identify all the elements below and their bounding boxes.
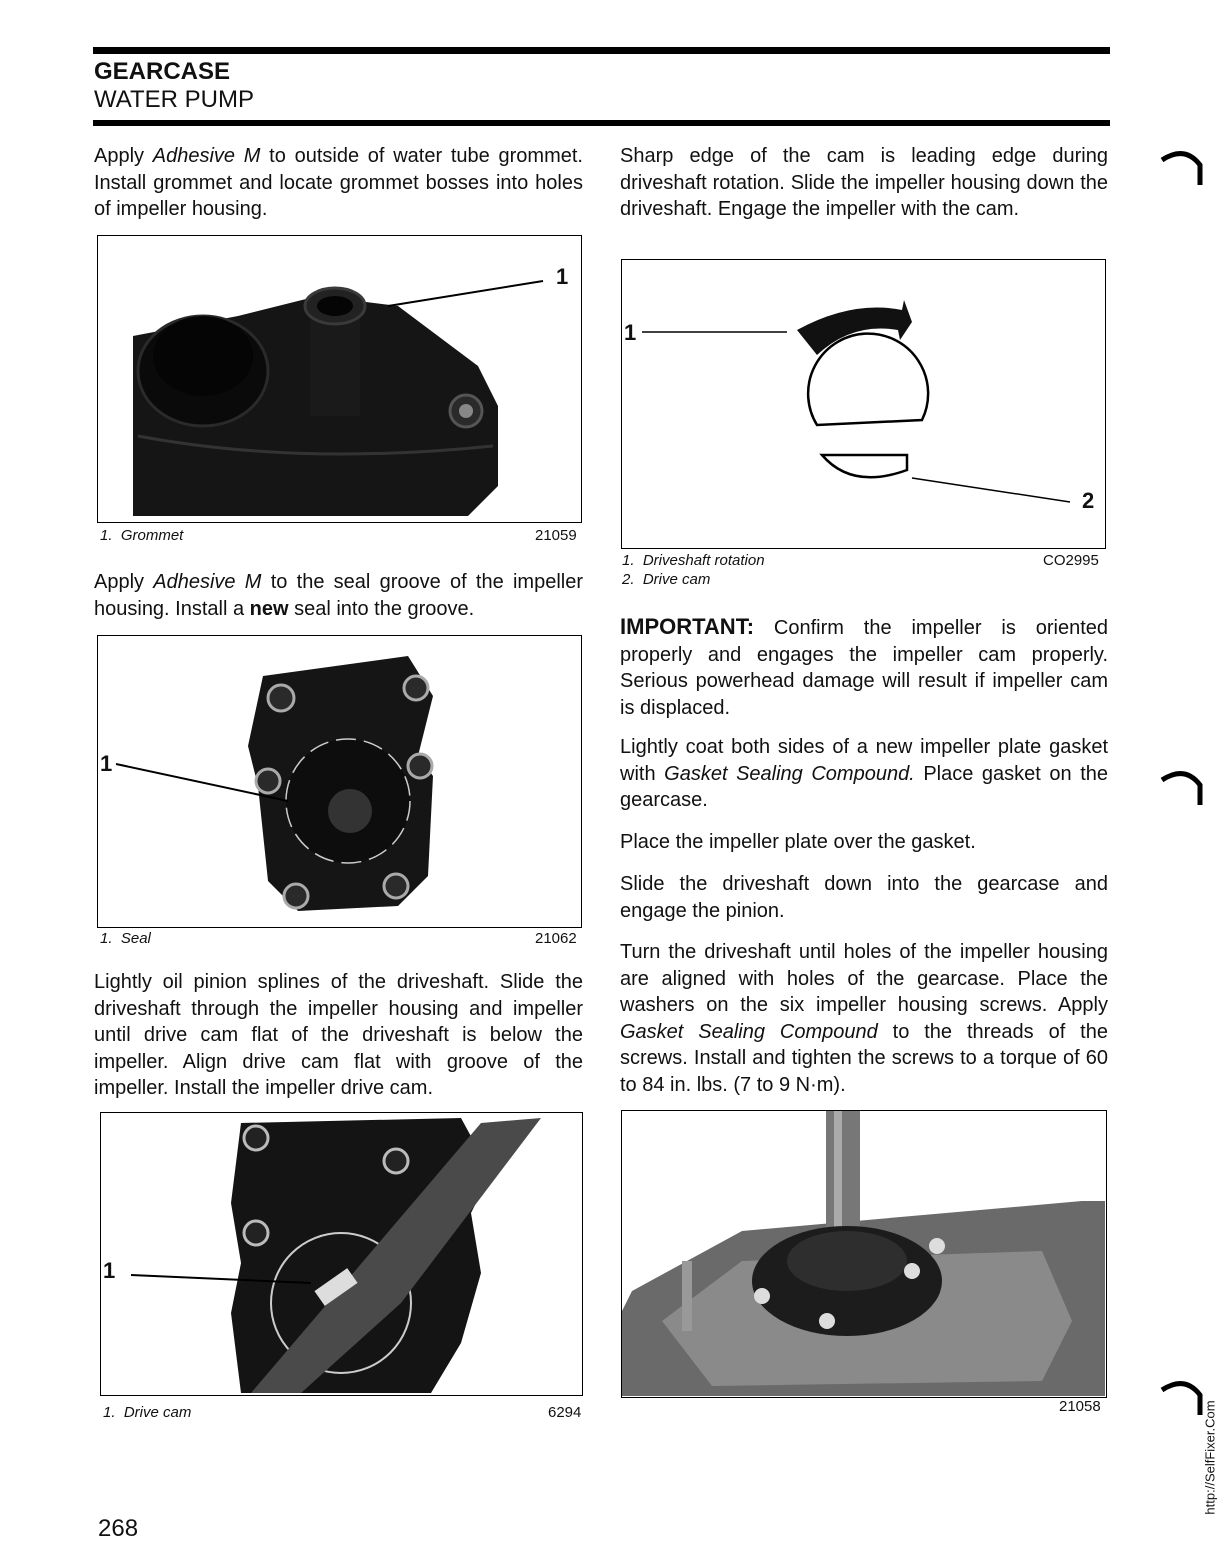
impeller-plate-photo [622,1111,1105,1396]
right-paragraph-1: Sharp edge of the cam is leading edge during driveshaft rotation. Slide the impeller housing down the driveshaft. Engage the impeller with the cam. [620,145,1108,220]
important-notice: IMPORTANT: Confirm the impeller is oriented properly and engages the impeller cam properly. Serious powerhead damage will result if impeller cam is displaced. [620,614,1108,719]
figure-impeller-plate [621,1110,1107,1398]
figure-grommet-callout-1: 1 [556,264,569,289]
left-paragraph-2: Apply Adhesive M to the seal groove of the impeller housing. Install a new seal into the groove. [94,571,583,620]
figure-seal-number: 21062 [535,930,577,947]
drive-cam-photo [101,1113,581,1394]
figure-drive-cam-number: 6294 [548,1404,582,1421]
figure-grommet-number: 21059 [535,527,577,544]
left-paragraph-1: Apply Adhesive M to outside of water tube grommet. Install grommet and locate grommet bosses into holes of impeller housing. [94,145,583,220]
figure-drive-cam-callout-1: 1 [103,1258,116,1283]
binder-mark-top [1160,140,1210,190]
figure-grommet [97,235,582,523]
right-paragraph-2: Lightly coat both sides of a new impeller plate gasket with Gasket Sealing Compound. Place gasket on the gearcase. [620,736,1109,811]
right-paragraph-5: Turn the driveshaft until holes of the impeller housing are aligned with holes of the gearcase. Place the washers on the six impeller housing screws. Apply Gasket Sealing Compound to the threads of the screws. Install and tighten the screws to a torque of 60 to 84 in. lbs. (7 to 9 N·m). [620,941,1108,1096]
figure-impeller-plate-number: 21058 [1059,1398,1101,1415]
figure-driveshaft-rotation-caption-2: 2. Drive cam [622,571,711,588]
watermark-url: http://SelfFixer.Com [1202,1400,1218,1515]
page-number: 268 [98,1515,139,1542]
header-bottom-rule [93,120,1110,126]
figure-driveshaft-rotation-callout-1: 1 [624,320,637,345]
figure-driveshaft-rotation [621,259,1106,549]
figure-grommet-caption: 1. Grommet [100,527,184,544]
figure-seal [97,635,582,928]
figure-driveshaft-rotation-number: CO2995 [1043,552,1099,569]
grommet-photo [98,236,580,521]
binder-mark-middle [1160,760,1210,810]
driveshaft-rotation-diagram [622,260,1104,547]
left-paragraph-3: Lightly oil pinion splines of the driveshaft. Slide the driveshaft through the impeller housing and impeller until drive cam flat of the driveshaft is below the impeller. Align drive cam flat with groove of the impeller. Install the impeller drive cam. [94,971,583,1099]
right-paragraph-3: Place the impeller plate over the gasket. [620,831,976,853]
header-top-rule [93,47,1110,54]
figure-seal-callout-1: 1 [100,751,113,776]
subsection-title: WATER PUMP [94,86,254,113]
figure-driveshaft-rotation-callout-2: 2 [1082,488,1095,513]
section-title: GEARCASE [94,58,231,85]
figure-driveshaft-rotation-caption-1: 1. Driveshaft rotation [622,552,765,569]
right-paragraph-4: Slide the driveshaft down into the gearcase and engage the pinion. [620,873,1108,922]
seal-photo [98,636,580,926]
figure-drive-cam-caption: 1. Drive cam [103,1404,192,1421]
figure-drive-cam [100,1112,583,1396]
figure-seal-caption: 1. Seal [100,930,151,947]
